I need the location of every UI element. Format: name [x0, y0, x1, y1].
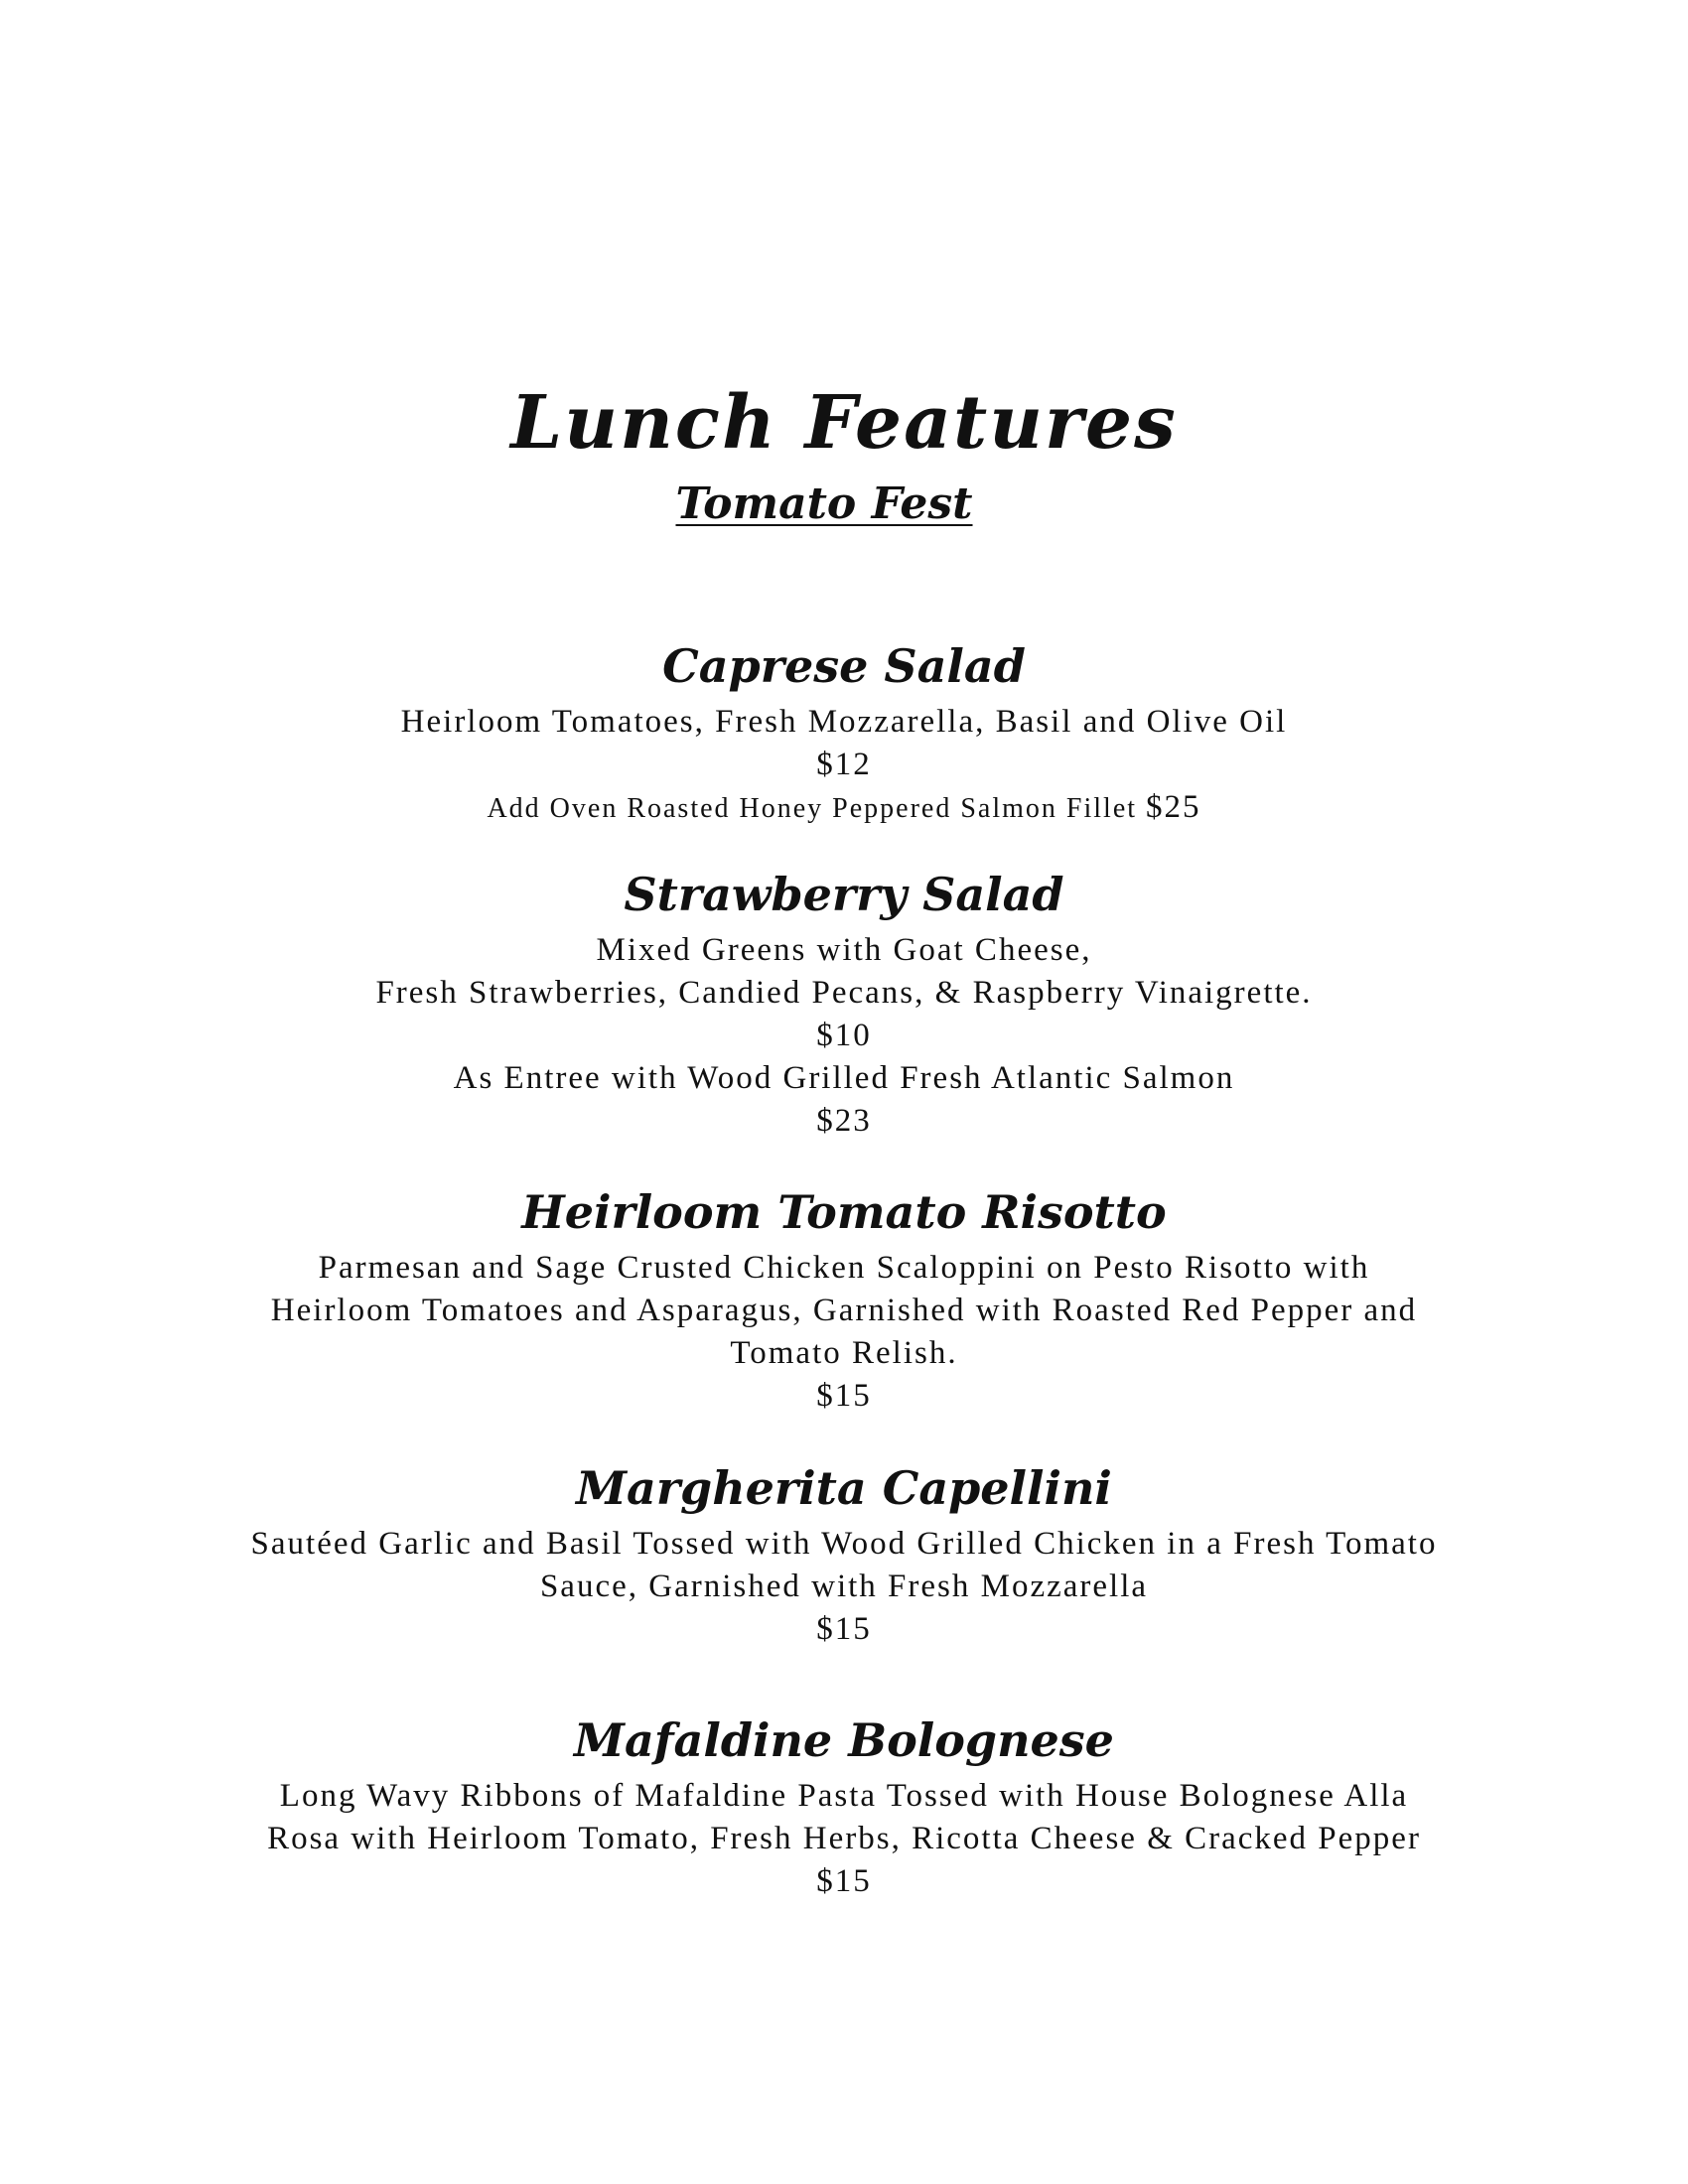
menu-item-caprese-salad — [0, 631, 1688, 830]
dish-price: $15 — [816, 1863, 872, 1899]
dish-price: $12 — [816, 747, 872, 782]
page-title: Lunch Features — [510, 380, 1178, 466]
dish-description: Heirloom Tomatoes, Fresh Mozzarella, Basil and Olive Oil — [400, 704, 1288, 740]
dish-description: Parmesan and Sage Crusted Chicken Scaloppini on Pesto Risotto with — [318, 1250, 1370, 1286]
dish-addon — [0, 786, 1688, 830]
addon-price: $25 — [1146, 789, 1201, 825]
dish-name: Margherita Capellini — [576, 1461, 1112, 1515]
dish-description: Mixed Greens with Goat Cheese, — [596, 932, 1092, 968]
dish-name: Strawberry Salad — [624, 868, 1064, 921]
dish-description: Heirloom Tomatoes and Asparagus, Garnished with Roasted Red Pepper and — [270, 1293, 1418, 1328]
dish-name: Mafaldine Bolognese — [574, 1713, 1114, 1767]
dish-price: $10 — [816, 1018, 872, 1053]
dish-description: Long Wavy Ribbons of Mafaldine Pasta Tossed with House Bolognese Alla — [279, 1778, 1409, 1814]
dish-price: $15 — [816, 1611, 872, 1647]
menu-item-margherita-capellini — [0, 1453, 1688, 1651]
dish-description: Sauce, Garnished with Fresh Mozzarella — [539, 1569, 1149, 1604]
dish-name: Caprese Salad — [662, 639, 1026, 693]
menu-item-heirloom-tomato-risotto — [0, 1177, 1688, 1418]
dish-description: Sautéed Garlic and Basil Tossed with Wood Grilled Chicken in a Fresh Tomato — [250, 1526, 1438, 1562]
menu-item-strawberry-salad — [0, 860, 1688, 1143]
dish-entree-price: $23 — [816, 1103, 872, 1139]
dish-name: Heirloom Tomato Risotto — [521, 1185, 1167, 1239]
subtitle-text: Tomato Fest — [675, 478, 973, 529]
dish-description: Rosa with Heirloom Tomato, Fresh Herbs, Ricotta Cheese & Cracked Pepper — [267, 1821, 1421, 1856]
dish-price: $15 — [816, 1378, 872, 1414]
dish-description: Fresh Strawberries, Candied Pecans, & Raspberry Vinaigrette. — [375, 975, 1313, 1011]
dish-entree-option: As Entree with Wood Grilled Fresh Atlantic Salmon — [453, 1060, 1235, 1096]
page-subtitle — [635, 475, 1013, 534]
addon-text: Add Oven Roasted Honey Peppered Salmon Fillet — [487, 793, 1138, 824]
dish-description: Tomato Relish. — [730, 1335, 958, 1371]
menu-item-mafaldine-bolognese — [0, 1706, 1688, 1903]
